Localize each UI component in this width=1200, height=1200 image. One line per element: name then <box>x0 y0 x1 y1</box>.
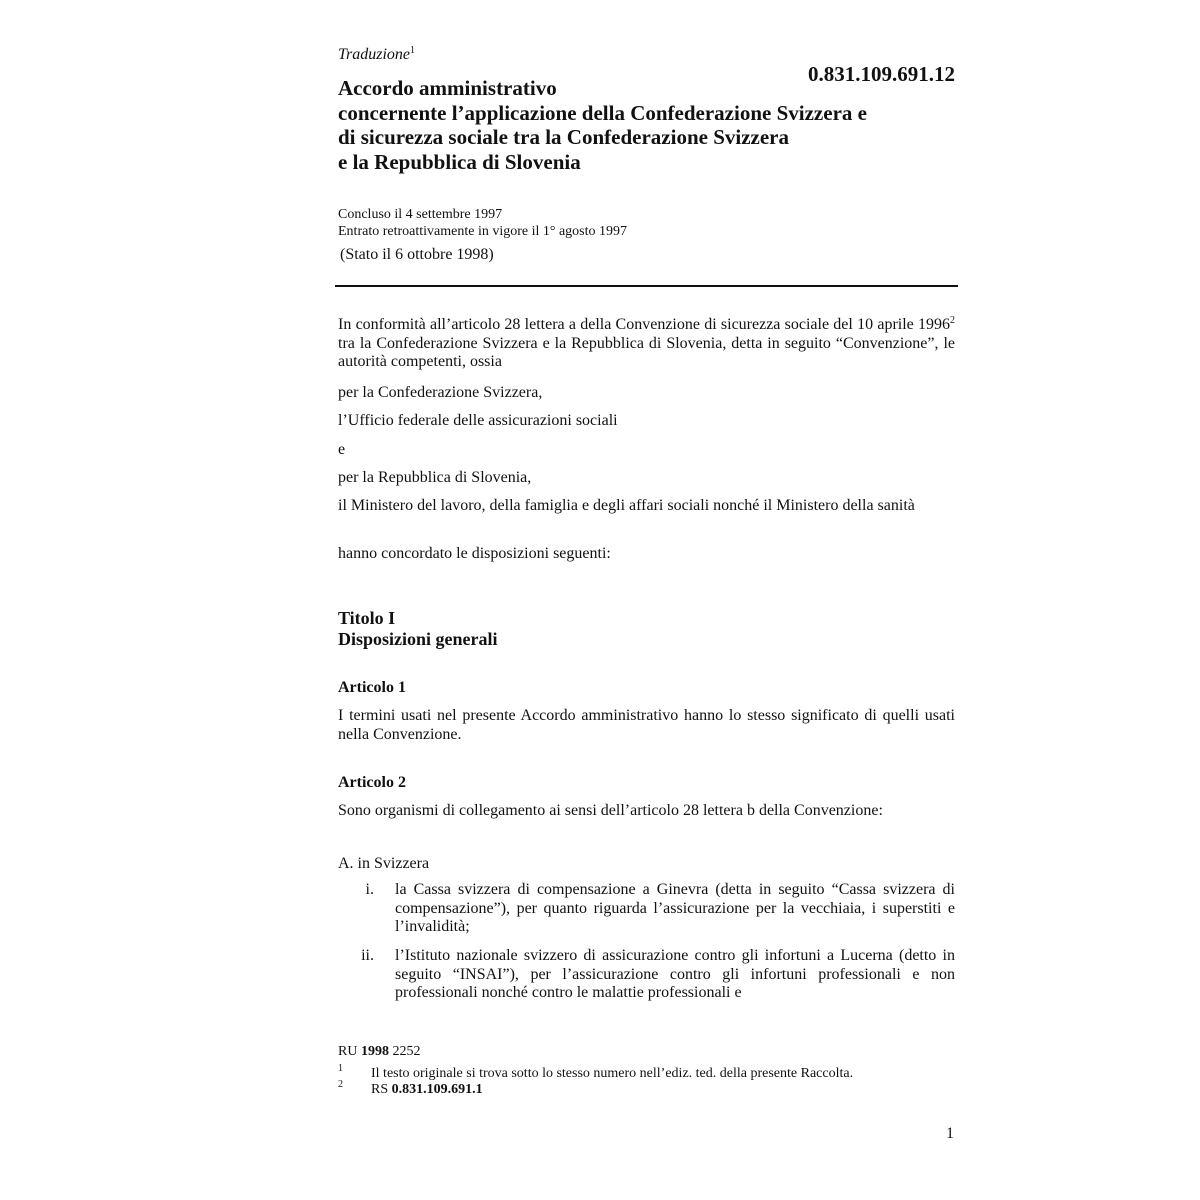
article-1-text: I termini usati nel presente Accordo amministrativo hanno lo stesso significato di quelli usati nella Convenzione. <box>338 707 955 743</box>
preamble-line: l’Ufficio federale delle assicurazioni sociali <box>338 412 618 429</box>
footnote-number: 2 <box>338 1079 343 1090</box>
footnote-text: Il testo originale si trova sotto lo stesso numero nell’ediz. ted. della presente Raccolta. <box>371 1066 854 1081</box>
list-item: la Cassa svizzera di compensazione a Ginevra (detta in seguito “Cassa svizzera di compensazione”), per quanto riguarda l’assicurazione per la vecchiaia, i superstiti e l’invalidità; <box>395 881 955 935</box>
list-item: l’Istituto nazionale svizzero di assicurazione contro gli infortuni a Lucerna (detto in seguito “INSAI”), per l’assicurazione contro gli infortuni professionali e non professionali nonché contro le malattie professionali e <box>395 947 955 1001</box>
translation-label: Traduzione$^1$ <box>338 45 416 63</box>
title-line: Accordo amministrativo <box>338 76 557 100</box>
article-2-heading: Articolo 2 <box>338 774 406 791</box>
sr-link[interactable]: 0.831.109.691.1 <box>391 1082 483 1097</box>
footnote-text: RS 0.831.109.691.1 <box>371 1082 483 1097</box>
document-dates <box>338 206 627 240</box>
footnote-ref-2[interactable]: 2 <box>950 315 955 326</box>
preamble-line: e <box>338 441 346 458</box>
title-line: e la Repubblica di Slovenia <box>338 149 581 174</box>
page-number: 1 <box>946 1125 954 1142</box>
footnote-number: 1 <box>338 1063 343 1074</box>
title-line: di sicurezza sociale tra la Confederazione Svizzera <box>338 125 789 149</box>
article-1-heading: Articolo 1 <box>338 679 406 696</box>
footnote-ref-1[interactable]: 1 <box>410 45 416 56</box>
title-label: Titolo I <box>338 608 396 628</box>
preamble-paragraph: In conformità all’articolo 28 lettera a della Convenzione di sicurezza sociale del 10 aprile 1996$^2$ tra la Confederazione Svizzera e la Repubblica di Slovenia, detta in seguito “Convenzione”, le autorità competenti, ossia <box>338 315 955 370</box>
preamble-line: per la Confederazione Svizzera, <box>338 384 543 401</box>
sr-number: 0.831.109.691.12 <box>808 62 955 86</box>
document-title <box>338 76 968 174</box>
in-force-date: Entrato retroattivamente in vigore il 1° agosto 1997 <box>338 224 628 239</box>
article-2-text: Sono organismi di collegamento ai sensi dell’articolo 28 lettera b della Convenzione: <box>338 802 883 819</box>
concluded-date: Concluso il 4 settembre 1997 <box>338 207 503 222</box>
preamble-line: per la Repubblica di Slovenia, <box>338 469 532 486</box>
title-line: concernente l’applicazione della Confederazione Svizzera e <box>338 100 867 125</box>
preamble-line: hanno concordato le disposizioni seguenti: <box>338 545 611 562</box>
list-item-number: i. <box>365 881 374 898</box>
header-divider <box>335 285 958 287</box>
status-date: (Stato il 6 ottobre 1998) <box>340 246 494 263</box>
list-item-number: ii. <box>361 947 374 964</box>
section-a-label: A. in Svizzera <box>338 855 430 872</box>
title-name: Disposizioni generali <box>338 629 498 649</box>
ru-reference: RU 1998 2252 <box>338 1044 421 1059</box>
preamble-paragraph: il Ministero del lavoro, della famiglia e degli affari sociali nonché il Ministero della sanità <box>338 497 915 514</box>
title-heading <box>338 608 498 650</box>
